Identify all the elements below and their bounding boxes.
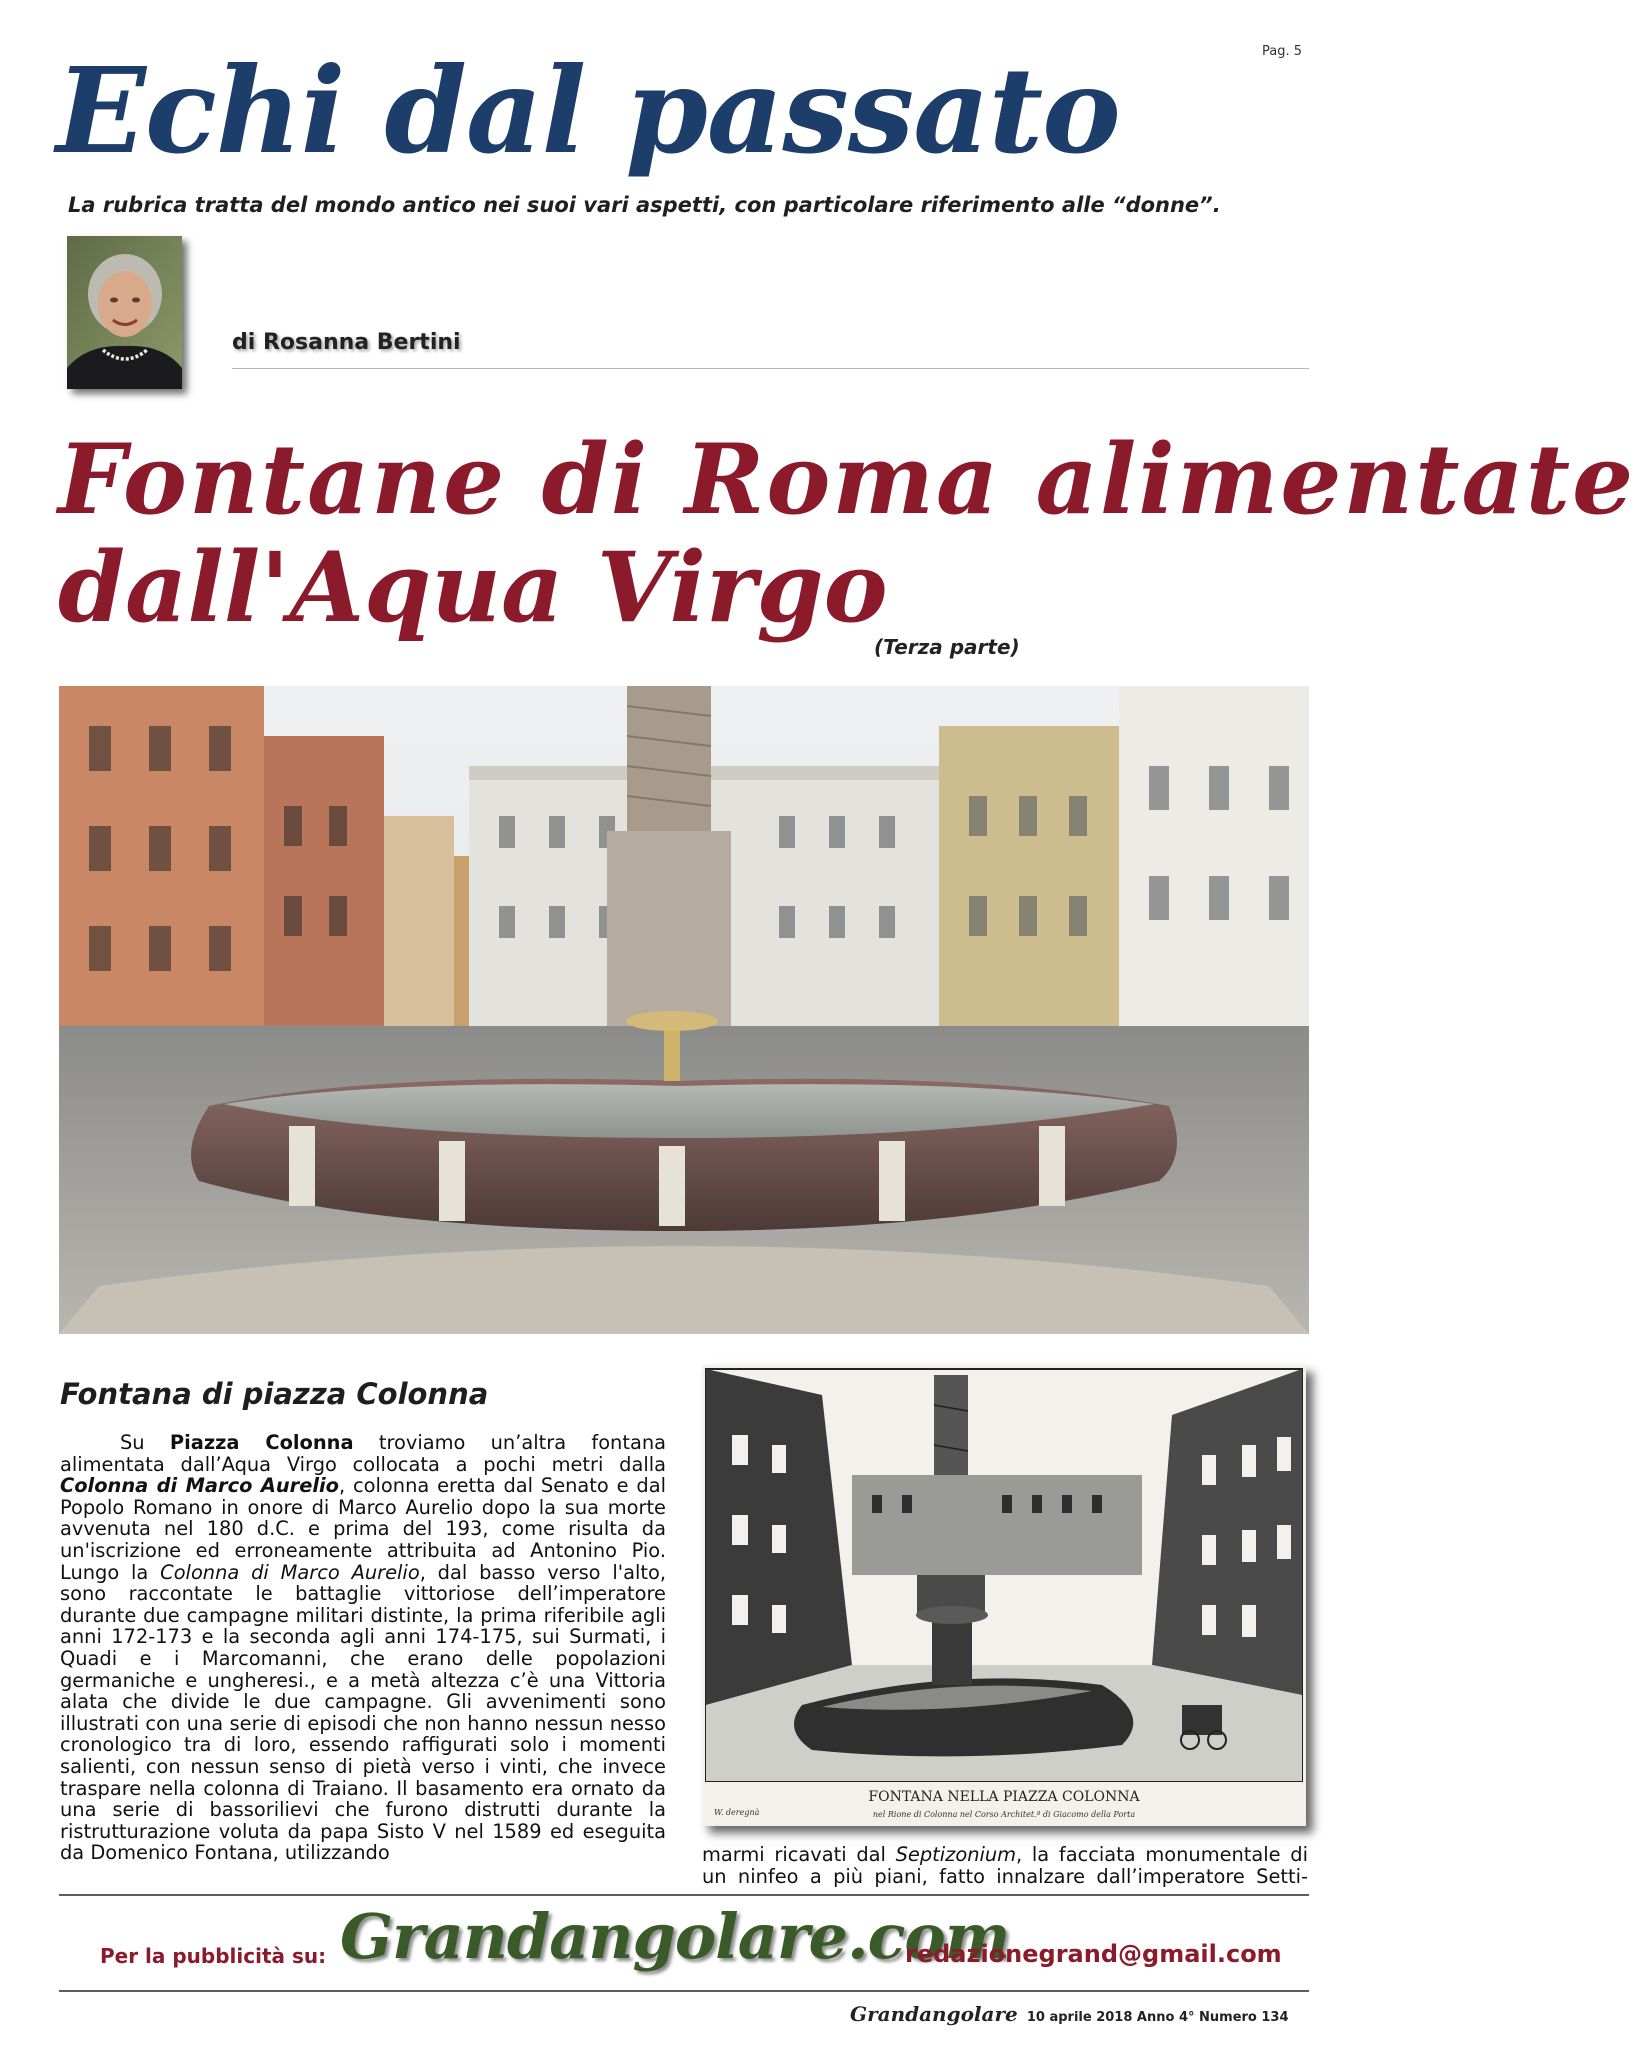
body-italic-text: Colonna di Marco Aurelio [160, 1560, 420, 1584]
advert-email-link[interactable]: redazionegrand@gmail.com [905, 1940, 1282, 1968]
advert-divider-bottom [59, 1990, 1309, 1992]
article-body-column-2 [702, 1844, 1308, 1887]
body-text: Su [120, 1431, 170, 1454]
engraving-illustration [702, 1365, 1306, 1826]
advert-divider-top [59, 1894, 1309, 1896]
engraving-caption-title: FONTANA NELLA PIAZZA COLONNA [868, 1789, 1140, 1805]
footer-issue-info: 10 aprile 2018 Anno 4° Numero 134 [1026, 2010, 1289, 2025]
author-portrait [67, 236, 182, 389]
grandangolare-logo[interactable]: Grandangolare.com [340, 1900, 1010, 1973]
article-headline [58, 423, 1635, 644]
body-text: , dal basso verso l'alto, sono raccontate le battaglie vittoriose dell’imperatore durante due campagne militari distinte, la prima riferibile agli anni 172-173 e la seconda agli anni 174-175, sui Surmati, i Quadi e i Marcomanni, che erano delle popolazioni germaniche e ungheresi., e a metà altezza c’è una Vittoria alata che divide le due campagne. Gli avvenimenti sono illustrati con una serie di episodi che non hanno nessun nesso cronologico tra di loro, essendo raffigurati solo i momenti salienti, con nessun senso di pietà verso i vinti, che invece traspare nella colonna di Traiano. Il basamento era ornato da una serie di bassorilievi che furono distrutti durante la ristrutturazione voluta da papa Sisto V nel 1589 ed eseguita da Domenico Fontana, utilizzando [60, 1560, 666, 1865]
page-footer [850, 2002, 1289, 2026]
body-italic-text: Septizonium [895, 1843, 1017, 1866]
author-byline: di Rosanna Bertini [232, 330, 461, 355]
body-text: , colonna eretta dal Senato e dal Popolo Romano in onore di Marco Aurelio dopo la sua morte avvenuta nel 180 d.C. e prima del 193, come risulta da un'iscrizione ed erroneamente attribuita ad Antonino Pio. Lungo la [60, 1474, 666, 1584]
body-text: , la facciata monumentale di un ninfeo a più piani, fatto innalzare dall’imperatore Setti- [702, 1843, 1309, 1888]
article-body-column-1 [60, 1432, 666, 1864]
page-number: Pag. 5 [1262, 44, 1303, 59]
rubric-description: La rubrica tratta del mondo antico nei suoi vari aspetti, con particolare riferimento alle “donne”. [68, 193, 1221, 217]
body-bold-italic-text: Colonna di Marco Aurelio [60, 1474, 339, 1498]
body-text: troviamo un’altra fontana alimentata dall’Aqua Virgo collocata a pochi metri dalla [60, 1431, 666, 1476]
body-text: marmi ricavati dal [702, 1843, 896, 1866]
section-title: Fontana di piazza Colonna [60, 1377, 489, 1411]
footer-brand: Grandangolare [850, 2002, 1018, 2026]
engraving-caption-sub: nel Rione di Colonna nel Corso Architet.ª di Giacomo della Porta [872, 1810, 1136, 1819]
article-part-label: (Terza parte) [874, 635, 1020, 659]
byline-divider [232, 368, 1309, 369]
headline-line-2: dall'Aqua Virgo [58, 531, 888, 644]
advert-label: Per la pubblicità su: [100, 1944, 327, 1968]
masthead-title: Echi dal passato [56, 41, 1120, 180]
piazza-colonna-photo [59, 686, 1309, 1334]
headline-line-1: Fontane di Roma alimentate [58, 423, 1635, 536]
engraving-signature: W. deregnà [714, 1808, 760, 1817]
body-bold-text: Piazza Colonna [169, 1431, 354, 1454]
